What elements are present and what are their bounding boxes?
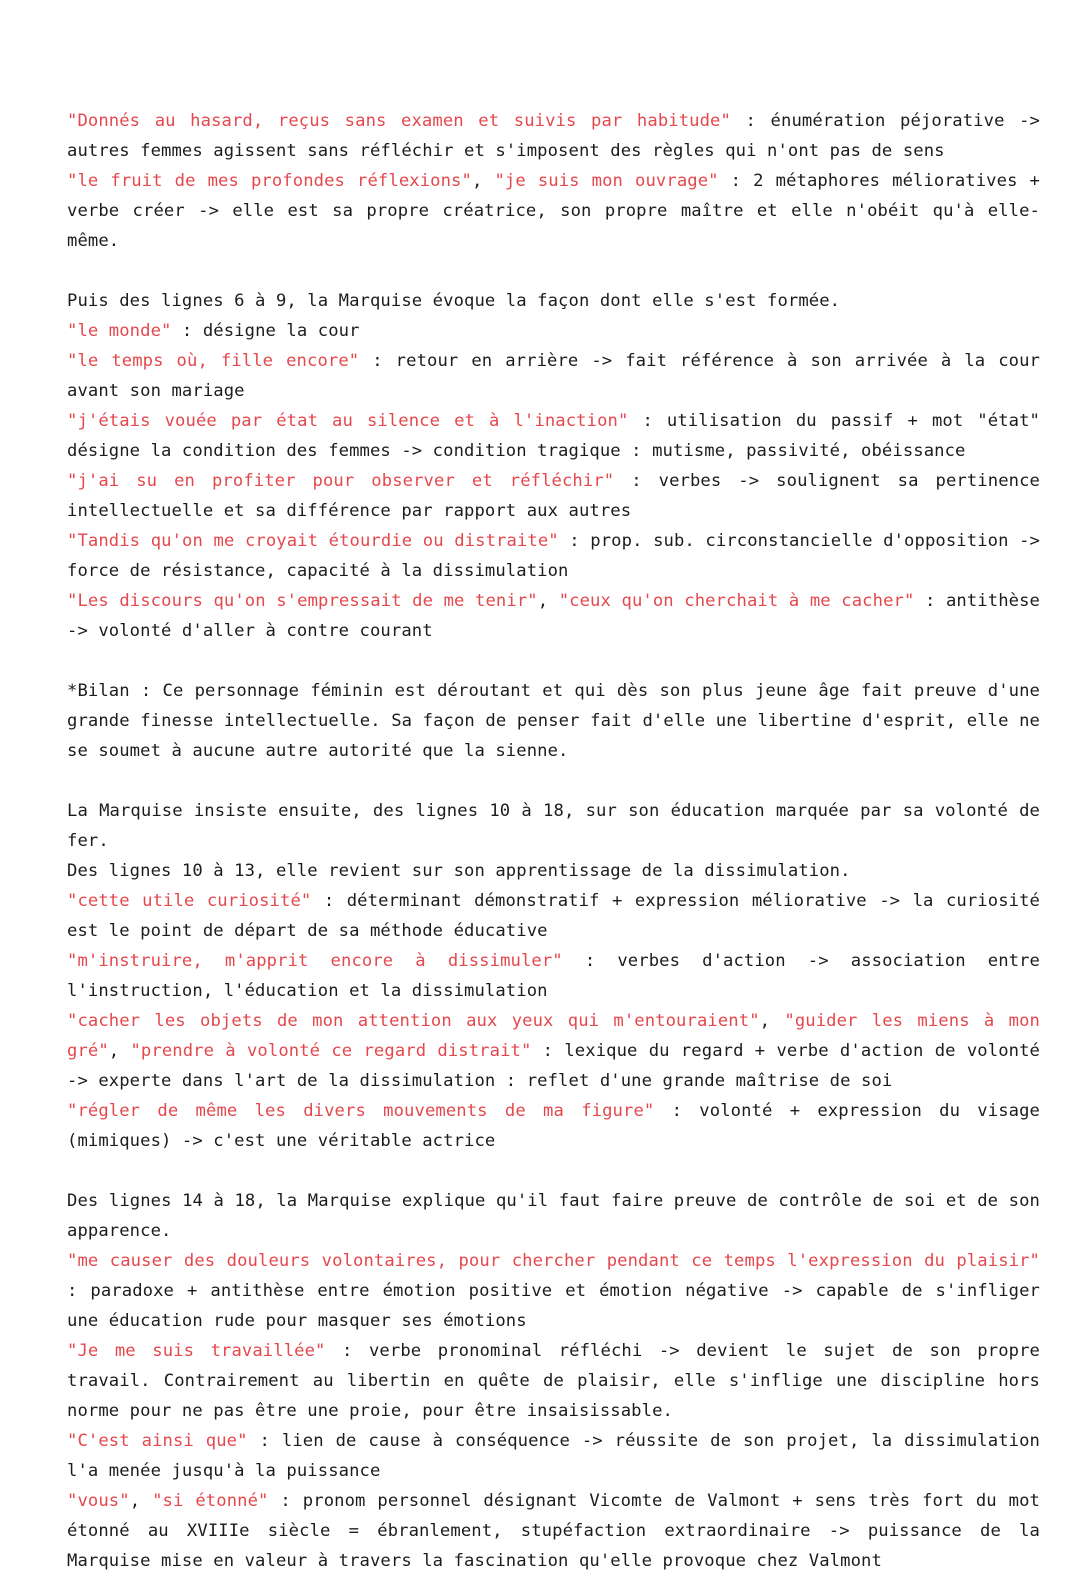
- quotation: "je suis mon ouvrage": [494, 171, 719, 191]
- quotation: "cacher les objets de mon attention aux yeux qui m'entouraient": [67, 1011, 760, 1031]
- quotation: "Je me suis travaillée": [67, 1341, 326, 1361]
- note-paragraph: [67, 106, 1040, 166]
- quotation: "vous": [67, 1491, 130, 1511]
- separator: ,: [129, 1491, 153, 1511]
- separator: ,: [537, 591, 559, 611]
- note-paragraph: [67, 346, 1040, 406]
- bilan-paragraph: *Bilan : Ce personnage féminin est déroutant et qui dès son plus jeune âge fait preuve d'une grande finesse intellectuelle. Sa façon de penser fait d'elle une libertine d'esprit, elle ne se soumet à aucune autre autorité que la sienne.: [67, 681, 1040, 761]
- section-intro: La Marquise insiste ensuite, des lignes 10 à 18, sur son éducation marquée par sa volonté de fer.: [67, 801, 1040, 851]
- commentary: : déterminant démonstratif + expression méliorative -> la curiosité est le point de départ de sa méthode éducative: [67, 891, 1040, 941]
- note-paragraph: [67, 1336, 1040, 1426]
- commentary: : verbe pronominal réfléchi -> devient le sujet de son propre travail. Contrairement au libertin en quête de plaisir, elle s'inflige une discipline hors norme pour ne pas être une proie, pour être insaisissable.: [67, 1341, 1040, 1421]
- note-paragraph: [67, 1096, 1040, 1156]
- commentary: : antithèse -> volonté d'aller à contre courant: [67, 591, 1040, 641]
- note-paragraph: [67, 466, 1040, 526]
- section-intro: Des lignes 14 à 18, la Marquise explique qu'il faut faire preuve de contrôle de soi et de son apparence.: [67, 1191, 1040, 1241]
- section-intro: Des lignes 10 à 13, elle revient sur son apprentissage de la dissimulation.: [67, 861, 851, 881]
- quotation: "Les discours qu'on s'empressait de me tenir": [67, 591, 538, 611]
- quotation: "Tandis qu'on me croyait étourdie ou distraite": [67, 531, 559, 551]
- separator: ,: [759, 1011, 785, 1031]
- separator: ,: [471, 171, 495, 191]
- quotation: "m'instruire, m'apprit encore à dissimuler": [67, 951, 563, 971]
- commentary: : prop. sub. circonstancielle d'opposition -> force de résistance, capacité à la dissimulation: [67, 531, 1040, 581]
- note-paragraph: [67, 1006, 1040, 1096]
- quotation: "C'est ainsi que": [67, 1431, 248, 1451]
- commentary: : lexique du regard + verbe d'action de volonté -> experte dans l'art de la dissimulation : reflet d'une grande maîtrise de soi: [67, 1041, 1040, 1091]
- note-paragraph: [67, 406, 1040, 466]
- quotation: "le fruit de mes profondes réflexions": [67, 171, 472, 191]
- commentary: : verbes d'action -> association entre l'instruction, l'éducation et la dissimulation: [67, 951, 1040, 1001]
- note-paragraph: [67, 1426, 1040, 1486]
- commentary: : paradoxe + antithèse entre émotion positive et émotion négative -> capable de s'infliger une éducation rude pour masquer ses émotions: [67, 1281, 1040, 1331]
- note-paragraph: [67, 166, 1040, 256]
- quotation: "cette utile curiosité": [67, 891, 312, 911]
- note-paragraph: [67, 316, 1040, 346]
- quotation: "le monde": [67, 321, 172, 341]
- commentary: : retour en arrière -> fait référence à son arrivée à la cour avant son mariage: [67, 351, 1040, 401]
- quotation: "le temps où, fille encore": [67, 351, 360, 371]
- commentary: : lien de cause à conséquence -> réussite de son projet, la dissimulation l'a menée jusqu'à la puissance: [67, 1431, 1040, 1481]
- quotation: "Donnés au hasard, reçus sans examen et suivis par habitude": [67, 111, 731, 131]
- section-intro: Puis des lignes 6 à 9, la Marquise évoque la façon dont elle s'est formée.: [67, 291, 841, 311]
- commentary: : verbes -> soulignent sa pertinence intellectuelle et sa différence par rapport aux autres: [67, 471, 1040, 521]
- quotation: "j'ai su en profiter pour observer et réfléchir": [67, 471, 615, 491]
- quotation: "j'étais vouée par état au silence et à l'inaction": [67, 411, 629, 431]
- quotation: "si étonné": [152, 1491, 269, 1511]
- commentary: : 2 métaphores mélioratives + verbe créer -> elle est sa propre créatrice, son propre maître et elle n'obéit qu'à elle-même.: [67, 171, 1040, 251]
- commentary: : énumération péjorative -> autres femmes agissent sans réfléchir et s'imposent des règles qui n'ont pas de sens: [67, 111, 1040, 161]
- separator: ,: [108, 1041, 131, 1061]
- commentary: : désigne la cour: [171, 321, 360, 341]
- commentary: : utilisation du passif + mot "état" désigne la condition des femmes -> condition tragique : mutisme, passivité, obéissance: [67, 411, 1040, 461]
- note-paragraph: [67, 946, 1040, 1006]
- commentary: : volonté + expression du visage (mimiques) -> c'est une véritable actrice: [67, 1101, 1040, 1151]
- quotation: "prendre à volonté ce regard distrait": [130, 1041, 532, 1061]
- quotation: "ceux qu'on cherchait à me cacher": [558, 591, 915, 611]
- quotation: "guider les miens à mon gré": [67, 1011, 1040, 1061]
- commentary: : pronom personnel désignant Vicomte de Valmont + sens très fort du mot étonné au XVIIIe siècle = ébranlement, stupéfaction extraordinaire -> puissance de la Marquise mise en valeur à travers la fascination qu'elle provoque chez Valmont: [67, 1491, 1040, 1571]
- quotation: "régler de même les divers mouvements de ma figure": [67, 1101, 655, 1121]
- note-paragraph: [67, 886, 1040, 946]
- note-paragraph: [67, 1486, 1040, 1576]
- quotation: "me causer des douleurs volontaires, pour chercher pendant ce temps l'expression du plaisir": [67, 1251, 1040, 1271]
- note-paragraph: [67, 586, 1040, 646]
- note-paragraph: [67, 526, 1040, 586]
- note-paragraph: [67, 1246, 1040, 1336]
